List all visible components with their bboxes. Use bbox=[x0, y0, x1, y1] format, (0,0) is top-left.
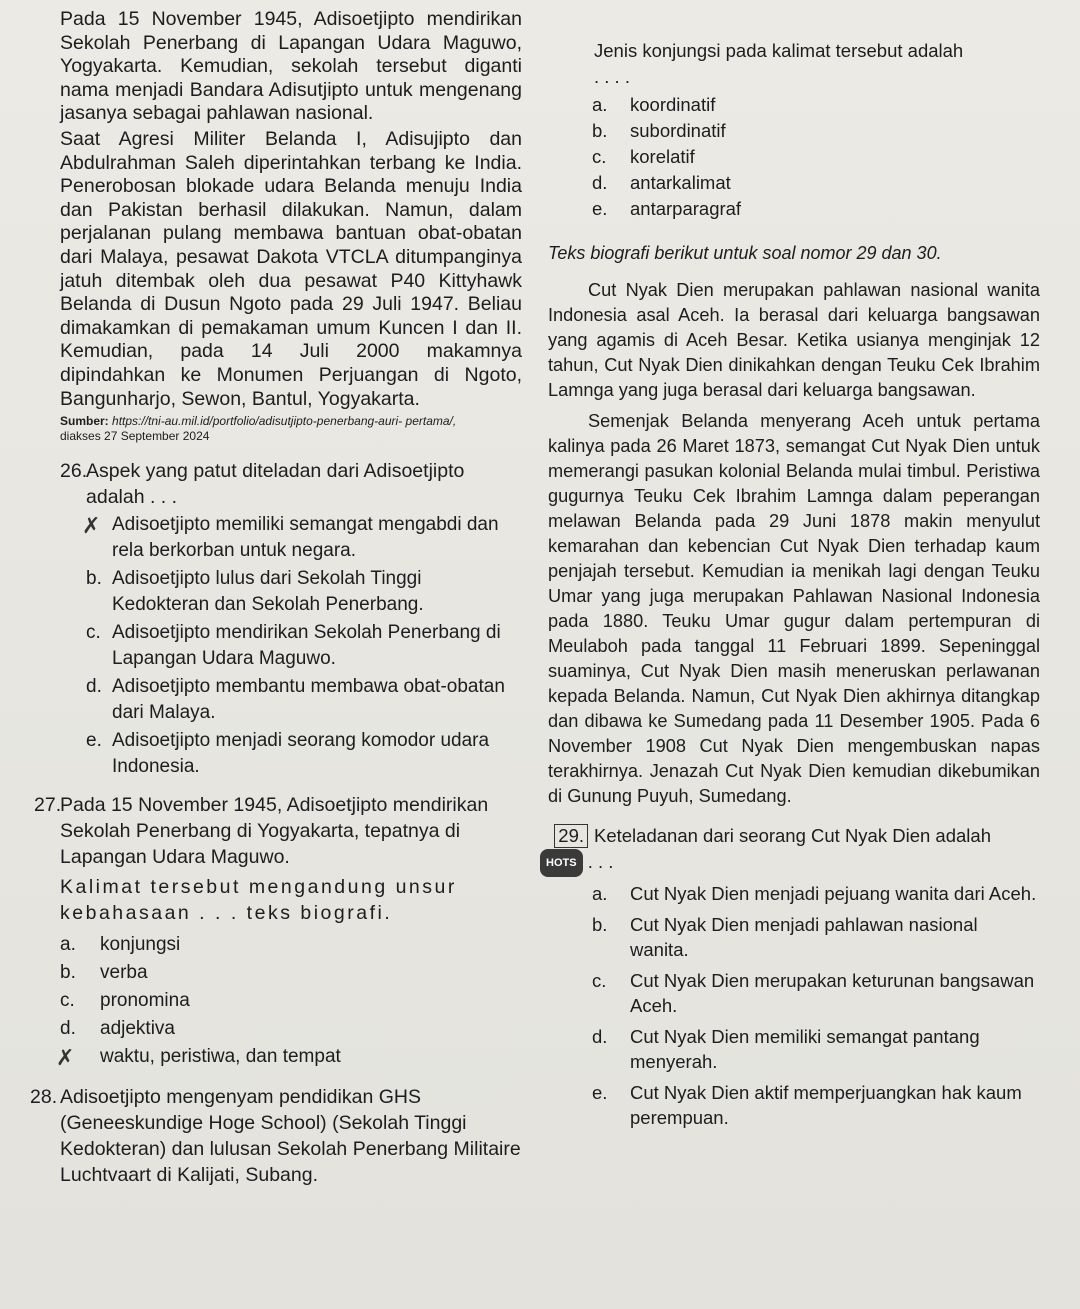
option-label: b. bbox=[592, 914, 608, 936]
option-text: antarkalimat bbox=[630, 172, 731, 193]
option-label: a. bbox=[592, 883, 608, 905]
option-label: c. bbox=[60, 990, 75, 1012]
option-d[interactable] bbox=[86, 674, 522, 726]
option-text: korelatif bbox=[630, 146, 695, 167]
question-27-continued bbox=[594, 38, 1040, 90]
option-d[interactable] bbox=[60, 1016, 522, 1042]
source-citation bbox=[60, 414, 522, 444]
option-text: Cut Nyak Dien aktif memperjuangkan hak kaum perempuan. bbox=[630, 1082, 1022, 1129]
option-text: Cut Nyak Dien menjadi pejuang wanita dari Aceh. bbox=[630, 883, 1037, 905]
option-text: Adisoetjipto mendirikan Sekolah Penerbang di Lapangan Udara Maguwo. bbox=[112, 622, 501, 670]
options-27 bbox=[56, 932, 522, 1071]
option-label: c. bbox=[86, 622, 101, 644]
option-label: d. bbox=[592, 172, 608, 193]
question-dots: . . . . bbox=[594, 66, 630, 87]
option-label: d. bbox=[592, 1026, 608, 1048]
option-e[interactable] bbox=[56, 1044, 522, 1071]
options-29 bbox=[548, 881, 1040, 1130]
biography-paragraph-1: Cut Nyak Dien merupakan pahlawan nasional wanita Indonesia asal Aceh. Ia berasal dari keluarga bangsawan yang agamis di Aceh Besar. Ketika usianya menginjak 12 tahun, Cut Nyak Dien dinikahkan dengan Teuku Cek Ibrahim Lamnga yang juga berasal dari keluarga bangsawan. bbox=[548, 280, 1040, 400]
option-c[interactable] bbox=[548, 144, 1040, 169]
option-text: Cut Nyak Dien merupakan keturunan bangsawan Aceh. bbox=[630, 970, 1035, 1017]
option-b[interactable] bbox=[548, 912, 1040, 962]
option-a[interactable] bbox=[60, 932, 522, 958]
option-label: c. bbox=[592, 146, 607, 167]
option-text: waktu, peristiwa, dan tempat bbox=[100, 1046, 341, 1068]
option-text: Cut Nyak Dien menjadi pahlawan nasional wanita. bbox=[630, 914, 978, 961]
source-url: https://tni-au.mil.id/portfolio/adisutjipto-penerbang-auri- pertama/, bbox=[112, 414, 457, 429]
question-stem-2: Kalimat tersebut mengandung unsur kebahasaan . . . teks biografi. bbox=[60, 876, 457, 925]
option-text: antarparagraf bbox=[630, 198, 742, 219]
option-label: a. bbox=[60, 934, 76, 956]
question-28 bbox=[30, 1084, 522, 1188]
option-label: c. bbox=[592, 970, 607, 992]
option-text: koordinatif bbox=[630, 94, 716, 115]
option-text: pronomina bbox=[100, 990, 190, 1012]
question-29 bbox=[548, 823, 1040, 1130]
option-e[interactable] bbox=[86, 728, 522, 780]
option-e[interactable] bbox=[548, 1080, 1040, 1130]
hots-badge: HOTS bbox=[540, 849, 583, 877]
question-27 bbox=[34, 792, 522, 1071]
option-b[interactable] bbox=[86, 566, 522, 618]
source-label: Sumber: bbox=[60, 414, 109, 429]
check-mark-icon: ✗ bbox=[82, 513, 101, 539]
option-text: Adisoetjipto membantu membawa obat-obatan dari Malaya. bbox=[112, 676, 505, 724]
option-a[interactable] bbox=[548, 881, 1040, 906]
left-column bbox=[30, 8, 522, 1188]
question-dots: . . . bbox=[587, 851, 614, 872]
option-text: Adisoetjipto menjadi seorang komodor udara Indonesia. bbox=[112, 730, 490, 778]
question-number: 27. bbox=[34, 794, 62, 817]
option-text: subordinatif bbox=[630, 120, 726, 141]
question-stem: Adisoetjipto mengenyam pendidikan GHS (Geneeskundige Hoge School) (Sekolah Tinggi Kedokteran) dan lulusan Sekolah Penerbang Militaire Luchtvaart di Kalijati, Subang. bbox=[60, 1086, 521, 1187]
question-stem: Pada 15 November 1945, Adisoetjipto mendirikan Sekolah Penerbang di Yogyakarta, tepatnya di Lapangan Udara Maguwo. bbox=[60, 794, 489, 869]
question-number: 28. bbox=[30, 1086, 58, 1109]
passage-paragraph-2: Saat Agresi Militer Belanda I, Adisujipto dan Abdulrahman Saleh diperintahkan terbang ke India. Penerobosan blokade udara Belanda menuju India dan Pakistan berhasil dilakukan. Namun, dalam perjalanan pulang membawa bantuan obat-obatan dari Malaya, pesawat Dakota VTCLA ditumpanginya jatuh ditembak oleh dua pesawat P40 Kittyhawk Belanda di Dusun Ngoto pada 29 Juli 1947. Beliau dimakamkan di pemakaman umum Kuncen I dan II. Kemudian, pada 14 Juli 2000 makamnya dipindahkan ke Monumen Perjuangan di Ngoto, Bangunharjo, Sewon, Bantul, Yogyakarta. bbox=[60, 127, 522, 410]
option-label: b. bbox=[86, 568, 102, 590]
passage-paragraph-1: Pada 15 November 1945, Adisoetjipto mendirikan Sekolah Penerbang di Lapangan Udara Maguwo, Yogyakarta. Kemudian, sekolah tersebut diganti nama menjadi Bandara Adisutjipto untuk mengenang jasanya sebagai pahlawan nasional. bbox=[60, 8, 522, 125]
option-c[interactable] bbox=[86, 620, 522, 672]
option-label: e. bbox=[86, 730, 102, 752]
option-label: e. bbox=[592, 198, 608, 219]
question-number: 29. bbox=[554, 824, 588, 848]
option-label: d. bbox=[60, 1018, 76, 1040]
option-label: e. bbox=[592, 1082, 608, 1104]
option-b[interactable] bbox=[60, 960, 522, 986]
option-text: verba bbox=[100, 962, 148, 984]
question-26 bbox=[60, 458, 522, 780]
option-label: b. bbox=[592, 120, 608, 141]
options-26 bbox=[82, 512, 522, 780]
biography-paragraph-2: Semenjak Belanda menyerang Aceh untuk pertama kalinya pada 26 Maret 1873, semangat Cut Nyak Dien untuk memerangi pasukan kolonial Belanda mulai timbul. Peristiwa gugurnya Teuku Cek Ibrahim Lamnga dalam peperangan melawan Belanda pada 29 Juni 1878 makin menyulut kemarahan dan kebencian Cut Nyak Dien terhadap kaum penjajah tersebut. Kemudian ia menikah lagi dengan Teuku Umar yang juga merupakan Pahlawan Nasional Indonesia pada 1880. Teuku Umar gugur dalam pertempuran di Meulaboh pada tanggal 11 Februari 1899. Sepeninggal suaminya, Cut Nyak Dien masih meneruskan perlawanan kepada Belanda. Namun, Cut Nyak Dien akhirnya ditangkap dan dibawa ke Sumedang pada 11 Desember 1905. Pada 6 November 1908 Cut Nyak Dien mengembuskan napas terakhirnya. Jenazah Cut Nyak Dien kemudian dikebumikan di Gunung Puyuh, Sumedang. bbox=[548, 411, 1040, 806]
source-date: diakses 27 September 2024 bbox=[60, 429, 210, 444]
option-a[interactable] bbox=[548, 92, 1040, 117]
option-e[interactable] bbox=[548, 196, 1040, 221]
option-c[interactable] bbox=[60, 988, 522, 1014]
right-column bbox=[548, 8, 1040, 1130]
options-27-continued bbox=[548, 92, 1040, 221]
option-d[interactable] bbox=[548, 170, 1040, 195]
option-a[interactable] bbox=[82, 512, 522, 564]
option-c[interactable] bbox=[548, 968, 1040, 1018]
question-stem: Keteladanan dari seorang Cut Nyak Dien adalah bbox=[594, 825, 991, 846]
check-mark-icon: ✗ bbox=[56, 1045, 75, 1071]
question-stem: Aspek yang patut diteladan dari Adisoetjipto adalah . . . bbox=[86, 460, 465, 509]
option-text: Adisoetjipto memiliki semangat mengabdi dan rela berkorban untuk negara. bbox=[112, 514, 499, 562]
option-text: Cut Nyak Dien memiliki semangat pantang menyerah. bbox=[630, 1026, 980, 1073]
option-label: d. bbox=[86, 676, 102, 698]
option-label: a. bbox=[592, 94, 608, 115]
question-stem: Jenis konjungsi pada kalimat tersebut adalah bbox=[594, 40, 964, 61]
biography-intro: Teks biografi berikut untuk soal nomor 29 dan 30. bbox=[548, 243, 942, 263]
option-label: b. bbox=[60, 962, 76, 984]
option-text: adjektiva bbox=[100, 1018, 175, 1040]
option-text: Adisoetjipto lulus dari Sekolah Tinggi Kedokteran dan Sekolah Penerbang. bbox=[112, 568, 424, 616]
question-number: 26. bbox=[60, 460, 88, 483]
option-d[interactable] bbox=[548, 1024, 1040, 1074]
option-b[interactable] bbox=[548, 118, 1040, 143]
option-text: konjungsi bbox=[100, 934, 181, 956]
